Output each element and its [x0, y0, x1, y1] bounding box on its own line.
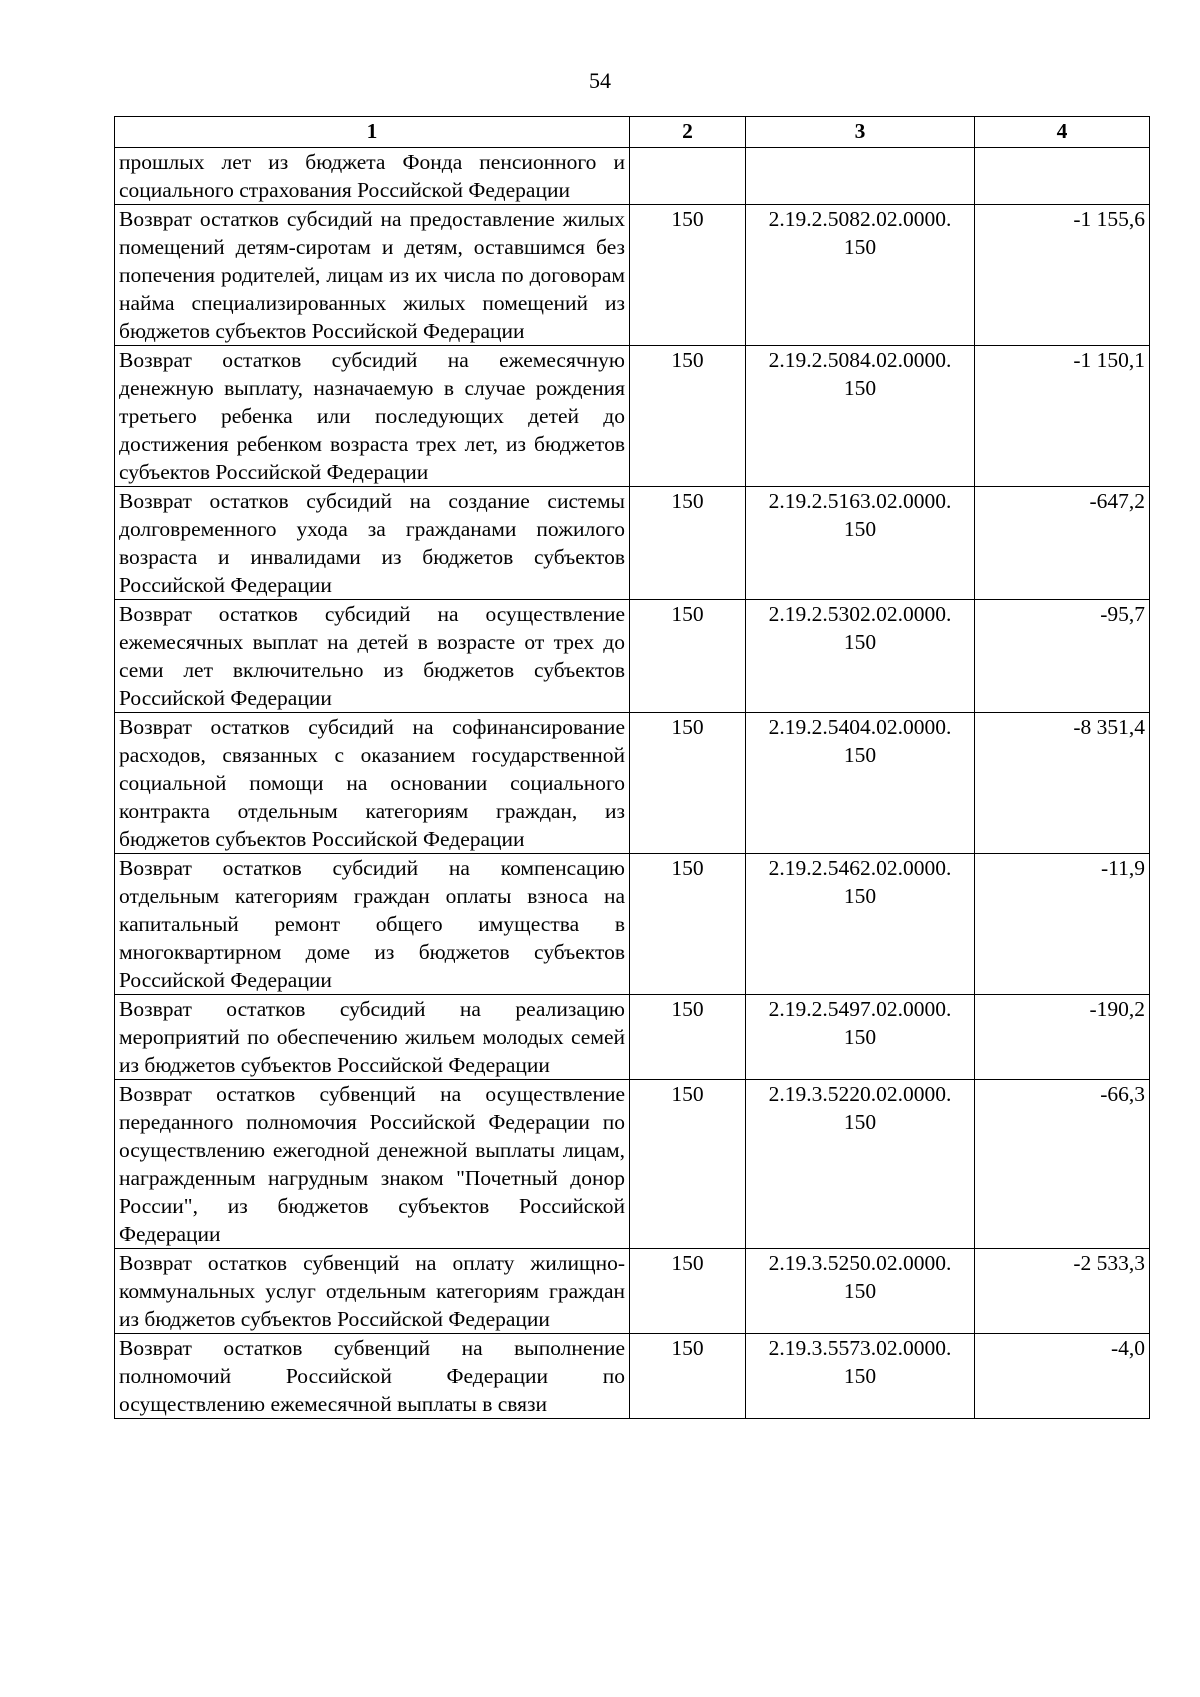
- row-name: Возврат остатков субсидий на создание системы долговременного ухода за гражданами пожилого возраста и инвалидами из бюджетов субъектов Российской Федерации: [115, 487, 630, 600]
- row-code: 2.19.2.5082.02.0000. 150: [746, 205, 975, 346]
- row-name: прошлых лет из бюджета Фонда пенсионного и социального страхования Российской Федерации: [115, 148, 630, 205]
- row-name: Возврат остатков субсидий на софинансирование расходов, связанных с оказанием государственной социальной помощи на основании социального контракта отдельным категориям граждан, из бюджетов субъектов Российской Федерации: [115, 713, 630, 854]
- row-amount: -1 155,6: [975, 205, 1150, 346]
- row-col2: 150: [630, 1080, 746, 1249]
- row-code: 2.19.2.5163.02.0000. 150: [746, 487, 975, 600]
- table-row: [115, 995, 1150, 1080]
- table-row: [115, 148, 1150, 205]
- page-number: 54: [589, 68, 611, 93]
- row-col2: 150: [630, 1249, 746, 1334]
- row-col2: 150: [630, 600, 746, 713]
- row-code: 2.19.2.5084.02.0000. 150: [746, 346, 975, 487]
- table-row: [115, 713, 1150, 854]
- row-col2: 150: [630, 487, 746, 600]
- row-amount: -95,7: [975, 600, 1150, 713]
- row-name: Возврат остатков субсидий на ежемесячную денежную выплату, назначаемую в случае рождения третьего ребенка или последующих детей до достижения ребенком возраста трех лет, из бюджетов субъектов Российской Федерации: [115, 346, 630, 487]
- header-row: [115, 117, 1150, 148]
- header-col-1: 1: [115, 117, 630, 148]
- row-amount: -8 351,4: [975, 713, 1150, 854]
- row-amount: -4,0: [975, 1334, 1150, 1419]
- row-name: Возврат остатков субсидий на осуществление ежемесячных выплат на детей в возрасте от трех до семи лет включительно из бюджетов субъектов Российской Федерации: [115, 600, 630, 713]
- row-amount: -66,3: [975, 1080, 1150, 1249]
- row-code: 2.19.3.5220.02.0000. 150: [746, 1080, 975, 1249]
- row-name: Возврат остатков субвенций на выполнение полномочий Российской Федерации по осуществлению ежемесячной выплаты в связи: [115, 1334, 630, 1419]
- table-row: [115, 1080, 1150, 1249]
- table-row: [115, 854, 1150, 995]
- row-amount: -1 150,1: [975, 346, 1150, 487]
- row-col2: 150: [630, 205, 746, 346]
- row-col2: 150: [630, 854, 746, 995]
- row-name: Возврат остатков субсидий на предоставление жилых помещений детям-сиротам и детям, оставшимся без попечения родителей, лицам из их числа по договорам найма специализированных жилых помещений из бюджетов субъектов Российской Федерации: [115, 205, 630, 346]
- row-code: 2.19.2.5404.02.0000. 150: [746, 713, 975, 854]
- row-col2: [630, 148, 746, 205]
- row-amount: -190,2: [975, 995, 1150, 1080]
- table-row: [115, 1249, 1150, 1334]
- row-name: Возврат остатков субсидий на компенсацию отдельным категориям граждан оплаты взноса на капитальный ремонт общего имущества в многоквартирном доме из бюджетов субъектов Российской Федерации: [115, 854, 630, 995]
- row-code: 2.19.2.5302.02.0000. 150: [746, 600, 975, 713]
- table-row: [115, 346, 1150, 487]
- row-amount: -2 533,3: [975, 1249, 1150, 1334]
- row-col2: 150: [630, 995, 746, 1080]
- row-code: 2.19.2.5497.02.0000. 150: [746, 995, 975, 1080]
- row-col2: 150: [630, 346, 746, 487]
- row-col2: 150: [630, 713, 746, 854]
- table-row: [115, 1334, 1150, 1419]
- row-amount: -647,2: [975, 487, 1150, 600]
- table-row: [115, 205, 1150, 346]
- table-row: [115, 600, 1150, 713]
- row-name: Возврат остатков субвенций на оплату жилищно-коммунальных услуг отдельным категориям граждан из бюджетов субъектов Российской Федерации: [115, 1249, 630, 1334]
- budget-table: [114, 116, 1150, 1419]
- row-col2: 150: [630, 1334, 746, 1419]
- row-amount: [975, 148, 1150, 205]
- row-code: 2.19.3.5573.02.0000. 150: [746, 1334, 975, 1419]
- row-code: 2.19.3.5250.02.0000. 150: [746, 1249, 975, 1334]
- row-code: 2.19.2.5462.02.0000. 150: [746, 854, 975, 995]
- header-col-3: 3: [746, 117, 975, 148]
- table-row: [115, 487, 1150, 600]
- row-name: Возврат остатков субвенций на осуществление переданного полномочия Российской Федерации по осуществлению ежегодной денежной выплаты лицам, награжденным нагрудным знаком "Почетный донор России", из бюджетов субъектов Российской Федерации: [115, 1080, 630, 1249]
- header-col-4: 4: [975, 117, 1150, 148]
- row-name: Возврат остатков субсидий на реализацию мероприятий по обеспечению жильем молодых семей из бюджетов субъектов Российской Федерации: [115, 995, 630, 1080]
- header-col-2: 2: [630, 117, 746, 148]
- row-amount: -11,9: [975, 854, 1150, 995]
- row-code: [746, 148, 975, 205]
